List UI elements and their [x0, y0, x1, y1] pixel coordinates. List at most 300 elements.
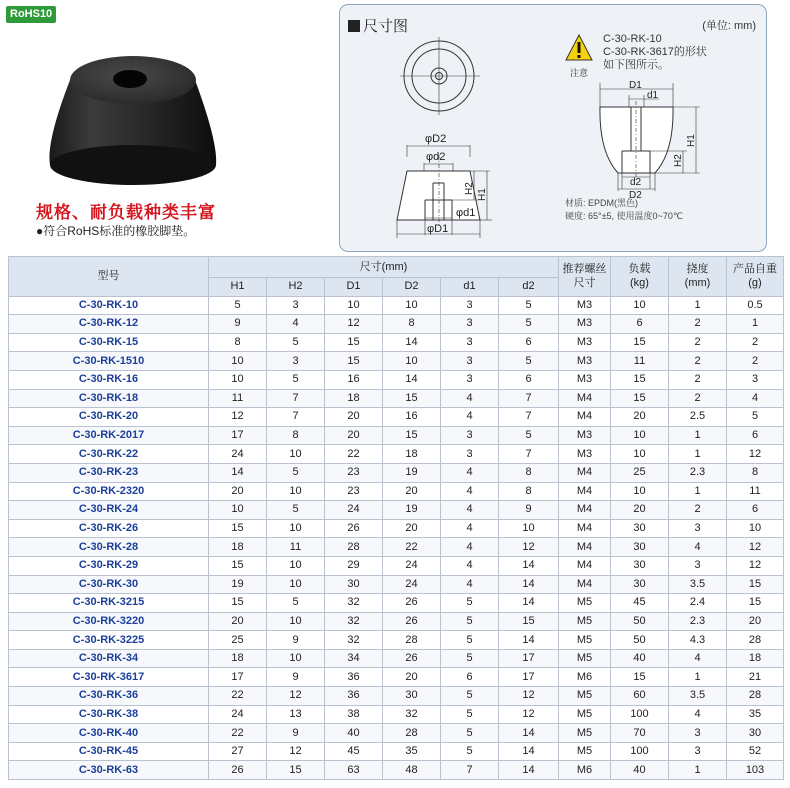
cell-load: 11 — [611, 352, 669, 371]
cell-model[interactable]: C-30-RK-3617 — [9, 668, 209, 687]
header-weight — [727, 257, 784, 297]
cell-D2: 20 — [383, 519, 441, 538]
cell-screw: M3 — [559, 370, 611, 389]
cell-D1: 32 — [325, 594, 383, 613]
table-row — [9, 687, 784, 706]
cell-d2: 14 — [499, 724, 559, 743]
alt-shape-drawing — [575, 77, 765, 201]
cell-d2: 12 — [499, 538, 559, 557]
cell-deflection: 1 — [669, 296, 727, 315]
label-D2: φD2 — [425, 133, 447, 145]
label-d2: φd2 — [426, 151, 446, 163]
cell-model[interactable]: C-30-RK-36 — [9, 687, 209, 706]
cell-H2: 9 — [267, 668, 325, 687]
label-H2: H2 — [464, 182, 475, 195]
cell-weight: 12 — [727, 556, 784, 575]
cell-weight: 30 — [727, 724, 784, 743]
cell-d2: 10 — [499, 519, 559, 538]
cell-D2: 26 — [383, 594, 441, 613]
table-row — [9, 724, 784, 743]
cell-load: 10 — [611, 445, 669, 464]
cell-load: 30 — [611, 575, 669, 594]
cell-load: 15 — [611, 668, 669, 687]
cell-d2: 15 — [499, 612, 559, 631]
cell-D2: 15 — [383, 426, 441, 445]
cell-D1: 28 — [325, 538, 383, 557]
header-deflection-line: (mm) — [684, 277, 711, 290]
cell-screw: M3 — [559, 352, 611, 371]
cell-model[interactable]: C-30-RK-29 — [9, 556, 209, 575]
cell-H2: 10 — [267, 556, 325, 575]
cell-screw: M5 — [559, 649, 611, 668]
cell-D2: 16 — [383, 408, 441, 427]
header-deflection-line: 挠度 — [686, 263, 709, 276]
note-line: C-30-RK-10 — [603, 33, 662, 45]
cell-deflection: 2 — [669, 370, 727, 389]
cell-d2: 5 — [499, 296, 559, 315]
cell-weight: 21 — [727, 668, 784, 687]
cell-screw: M4 — [559, 482, 611, 501]
cell-D2: 19 — [383, 463, 441, 482]
header-screw-line: 尺寸 — [573, 277, 596, 290]
cell-H2: 11 — [267, 538, 325, 557]
cell-H2: 13 — [267, 705, 325, 724]
cell-model[interactable]: C-30-RK-2017 — [9, 426, 209, 445]
cell-deflection: 1 — [669, 445, 727, 464]
cell-d1: 4 — [441, 408, 499, 427]
cell-load: 70 — [611, 724, 669, 743]
cell-d2: 6 — [499, 333, 559, 352]
cell-deflection: 1 — [669, 668, 727, 687]
cell-screw: M3 — [559, 445, 611, 464]
cell-weight: 28 — [727, 631, 784, 650]
cell-screw: M4 — [559, 519, 611, 538]
cell-D1: 32 — [325, 612, 383, 631]
cell-D1: 32 — [325, 631, 383, 650]
table-row — [9, 668, 784, 687]
cell-H1: 26 — [209, 761, 267, 780]
cell-d2: 5 — [499, 315, 559, 334]
cell-H1: 10 — [209, 501, 267, 520]
cell-model[interactable]: C-30-RK-2320 — [9, 482, 209, 501]
rohs-badge: RoHS10 — [6, 6, 56, 23]
cell-d1: 3 — [441, 370, 499, 389]
cell-D1: 15 — [325, 333, 383, 352]
cell-deflection: 3 — [669, 724, 727, 743]
spec-table-body — [9, 296, 784, 779]
cell-model[interactable]: C-30-RK-18 — [9, 389, 209, 408]
cell-model[interactable]: C-30-RK-40 — [9, 724, 209, 743]
cell-H1: 15 — [209, 519, 267, 538]
cell-H2: 5 — [267, 463, 325, 482]
note-text — [603, 33, 707, 72]
cell-deflection: 2 — [669, 333, 727, 352]
cell-d2: 14 — [499, 631, 559, 650]
material-line: 硬度: 65°±5, 使用温度0~70℃ — [565, 211, 683, 221]
cell-model[interactable]: C-30-RK-24 — [9, 501, 209, 520]
cell-screw: M5 — [559, 742, 611, 761]
table-row — [9, 612, 784, 631]
cell-d1: 4 — [441, 463, 499, 482]
cell-deflection: 4 — [669, 538, 727, 557]
alt-label-D2: D2 — [629, 190, 642, 201]
cell-D2: 10 — [383, 352, 441, 371]
cell-screw: M4 — [559, 501, 611, 520]
alt-label-D1: D1 — [629, 80, 642, 91]
cell-D2: 20 — [383, 482, 441, 501]
unit-label: (单位: mm) — [702, 20, 756, 32]
cell-H2: 9 — [267, 631, 325, 650]
table-row — [9, 649, 784, 668]
cell-H1: 8 — [209, 333, 267, 352]
cell-H2: 10 — [267, 612, 325, 631]
cell-d2: 17 — [499, 668, 559, 687]
table-row — [9, 519, 784, 538]
cell-D2: 24 — [383, 556, 441, 575]
cell-D1: 26 — [325, 519, 383, 538]
table-row — [9, 501, 784, 520]
table-row — [9, 594, 784, 613]
cell-d2: 7 — [499, 389, 559, 408]
table-row — [9, 315, 784, 334]
cell-d2: 8 — [499, 463, 559, 482]
header-weight-line: (g) — [748, 277, 762, 290]
cell-weight: 6 — [727, 426, 784, 445]
cell-d1: 5 — [441, 742, 499, 761]
cell-d1: 5 — [441, 705, 499, 724]
cell-d1: 5 — [441, 649, 499, 668]
cell-H2: 10 — [267, 482, 325, 501]
cell-D2: 14 — [383, 333, 441, 352]
cell-d2: 8 — [499, 482, 559, 501]
header-deflection — [669, 257, 727, 297]
header-screw — [559, 257, 611, 297]
cell-weight: 12 — [727, 538, 784, 557]
cell-screw: M5 — [559, 724, 611, 743]
cell-D1: 45 — [325, 742, 383, 761]
cell-H1: 10 — [209, 352, 267, 371]
cell-d2: 12 — [499, 687, 559, 706]
cell-deflection: 1 — [669, 761, 727, 780]
table-row — [9, 370, 784, 389]
cell-D2: 24 — [383, 575, 441, 594]
cell-load: 50 — [611, 612, 669, 631]
cell-D2: 14 — [383, 370, 441, 389]
cell-d1: 4 — [441, 482, 499, 501]
spec-table — [8, 256, 784, 780]
cell-weight: 20 — [727, 612, 784, 631]
cell-H2: 8 — [267, 426, 325, 445]
cell-H2: 3 — [267, 352, 325, 371]
cell-D2: 48 — [383, 761, 441, 780]
cell-H1: 27 — [209, 742, 267, 761]
cell-model[interactable]: C-30-RK-20 — [9, 408, 209, 427]
cell-D1: 30 — [325, 575, 383, 594]
cell-model[interactable]: C-30-RK-12 — [9, 315, 209, 334]
rubber-foot-photo — [30, 22, 235, 197]
cell-screw: M3 — [559, 296, 611, 315]
note-line: 如下图所示。 — [603, 59, 669, 71]
cell-deflection: 2 — [669, 315, 727, 334]
cell-weight: 2 — [727, 352, 784, 371]
header-load-line: 负载 — [628, 263, 651, 276]
cell-H2: 7 — [267, 389, 325, 408]
cell-H1: 22 — [209, 724, 267, 743]
cell-D2: 20 — [383, 668, 441, 687]
cell-D1: 16 — [325, 370, 383, 389]
cell-load: 10 — [611, 296, 669, 315]
cell-load: 10 — [611, 482, 669, 501]
cell-H2: 15 — [267, 761, 325, 780]
cell-weight: 2 — [727, 333, 784, 352]
header-weight-line: 产品自重 — [733, 263, 777, 276]
table-row — [9, 482, 784, 501]
cell-D1: 20 — [325, 426, 383, 445]
cell-deflection: 3.5 — [669, 687, 727, 706]
cell-screw: M3 — [559, 333, 611, 352]
cell-H2: 4 — [267, 315, 325, 334]
cell-d1: 3 — [441, 296, 499, 315]
cell-deflection: 3 — [669, 556, 727, 575]
dimension-title-text: 尺寸图 — [363, 18, 409, 35]
cell-H1: 18 — [209, 649, 267, 668]
cell-weight: 0.5 — [727, 296, 784, 315]
cell-weight: 5 — [727, 408, 784, 427]
cell-H1: 18 — [209, 538, 267, 557]
cell-model[interactable]: C-30-RK-3225 — [9, 631, 209, 650]
cell-d1: 7 — [441, 761, 499, 780]
cell-D2: 35 — [383, 742, 441, 761]
cell-weight: 6 — [727, 501, 784, 520]
cell-d2: 7 — [499, 445, 559, 464]
cell-d2: 14 — [499, 556, 559, 575]
cell-D1: 38 — [325, 705, 383, 724]
cell-d1: 4 — [441, 519, 499, 538]
cell-H2: 5 — [267, 370, 325, 389]
cell-d1: 4 — [441, 575, 499, 594]
cell-model[interactable]: C-30-RK-45 — [9, 742, 209, 761]
table-row — [9, 296, 784, 315]
table-row — [9, 352, 784, 371]
header-size: 尺寸(mm) — [209, 257, 559, 278]
cell-D1: 22 — [325, 445, 383, 464]
table-row — [9, 389, 784, 408]
cell-deflection: 4 — [669, 705, 727, 724]
cell-D1: 23 — [325, 463, 383, 482]
cell-H1: 10 — [209, 370, 267, 389]
cell-H2: 9 — [267, 724, 325, 743]
header-model: 型号 — [9, 257, 209, 297]
cell-weight: 52 — [727, 742, 784, 761]
cell-H2: 10 — [267, 445, 325, 464]
cell-model[interactable]: C-30-RK-3215 — [9, 594, 209, 613]
cell-H2: 12 — [267, 742, 325, 761]
cell-D2: 8 — [383, 315, 441, 334]
cell-model[interactable]: C-30-RK-3220 — [9, 612, 209, 631]
cell-model[interactable]: C-30-RK-22 — [9, 445, 209, 464]
cell-screw: M4 — [559, 463, 611, 482]
cell-H1: 20 — [209, 612, 267, 631]
header-load-line: (kg) — [630, 277, 649, 290]
table-row — [9, 631, 784, 650]
cell-model[interactable]: C-30-RK-1510 — [9, 352, 209, 371]
table-row — [9, 333, 784, 352]
cell-model[interactable]: C-30-RK-26 — [9, 519, 209, 538]
cell-D2: 15 — [383, 389, 441, 408]
cell-d1: 5 — [441, 687, 499, 706]
cell-d2: 14 — [499, 575, 559, 594]
cell-d1: 5 — [441, 631, 499, 650]
cell-d1: 3 — [441, 315, 499, 334]
cell-D2: 28 — [383, 724, 441, 743]
alt-label-H2: H2 — [673, 154, 684, 167]
cell-H1: 24 — [209, 705, 267, 724]
cell-H2: 10 — [267, 649, 325, 668]
cell-d1: 3 — [441, 352, 499, 371]
cell-D1: 15 — [325, 352, 383, 371]
cell-deflection: 2.4 — [669, 594, 727, 613]
cell-D1: 36 — [325, 687, 383, 706]
product-panel — [0, 0, 265, 245]
cell-model[interactable]: C-30-RK-10 — [9, 296, 209, 315]
cell-weight: 28 — [727, 687, 784, 706]
label-H1: H1 — [477, 188, 488, 201]
cell-d1: 5 — [441, 612, 499, 631]
warning-icon — [565, 33, 593, 63]
cell-weight: 18 — [727, 649, 784, 668]
cell-model[interactable]: C-30-RK-15 — [9, 333, 209, 352]
cell-D1: 63 — [325, 761, 383, 780]
cell-D1: 29 — [325, 556, 383, 575]
header-load — [611, 257, 669, 297]
cell-deflection: 2 — [669, 389, 727, 408]
dimension-drawing — [340, 5, 570, 251]
cell-H1: 19 — [209, 575, 267, 594]
cell-d2: 5 — [499, 426, 559, 445]
cell-model[interactable]: C-30-RK-28 — [9, 538, 209, 557]
cell-weight: 15 — [727, 594, 784, 613]
subheader-H1: H1 — [209, 278, 267, 297]
cell-screw: M5 — [559, 612, 611, 631]
cell-D2: 30 — [383, 687, 441, 706]
top-view — [400, 37, 480, 115]
cell-deflection: 3 — [669, 742, 727, 761]
subheader-d2: d2 — [499, 278, 559, 297]
cell-H2: 5 — [267, 501, 325, 520]
cell-D2: 18 — [383, 445, 441, 464]
cell-D2: 26 — [383, 649, 441, 668]
note-label: 注意 — [569, 68, 588, 78]
cell-screw: M5 — [559, 631, 611, 650]
cell-d1: 4 — [441, 389, 499, 408]
cell-deflection: 2.3 — [669, 612, 727, 631]
cell-weight: 8 — [727, 463, 784, 482]
cell-D2: 22 — [383, 538, 441, 557]
cell-load: 15 — [611, 333, 669, 352]
cell-H2: 12 — [267, 687, 325, 706]
label-d1: φd1 — [456, 207, 476, 219]
cell-model[interactable]: C-30-RK-16 — [9, 370, 209, 389]
cell-H2: 10 — [267, 575, 325, 594]
cell-load: 100 — [611, 705, 669, 724]
material-text — [565, 197, 683, 223]
cell-load: 45 — [611, 594, 669, 613]
cell-H1: 9 — [209, 315, 267, 334]
cell-weight: 15 — [727, 575, 784, 594]
cell-weight: 1 — [727, 315, 784, 334]
cell-deflection: 1 — [669, 426, 727, 445]
subheader-D1: D1 — [325, 278, 383, 297]
table-row — [9, 742, 784, 761]
cell-d2: 7 — [499, 408, 559, 427]
subheader-H2: H2 — [267, 278, 325, 297]
alt-label-d2: d2 — [630, 177, 642, 188]
cell-model[interactable]: C-30-RK-23 — [9, 463, 209, 482]
cell-deflection: 2.5 — [669, 408, 727, 427]
cell-d1: 3 — [441, 426, 499, 445]
cell-H2: 7 — [267, 408, 325, 427]
cell-load: 20 — [611, 408, 669, 427]
cell-d1: 3 — [441, 445, 499, 464]
table-row — [9, 445, 784, 464]
subheader-d1: d1 — [441, 278, 499, 297]
cell-deflection: 3 — [669, 519, 727, 538]
cell-d2: 9 — [499, 501, 559, 520]
table-row — [9, 538, 784, 557]
cell-load: 40 — [611, 761, 669, 780]
cell-D1: 23 — [325, 482, 383, 501]
cell-load: 40 — [611, 649, 669, 668]
cell-load: 15 — [611, 389, 669, 408]
cell-D1: 34 — [325, 649, 383, 668]
cell-screw: M5 — [559, 687, 611, 706]
cell-model[interactable]: C-30-RK-30 — [9, 575, 209, 594]
cell-d2: 6 — [499, 370, 559, 389]
cell-load: 100 — [611, 742, 669, 761]
cell-H2: 3 — [267, 296, 325, 315]
cell-D1: 24 — [325, 501, 383, 520]
cell-model[interactable]: C-30-RK-34 — [9, 649, 209, 668]
cell-H2: 5 — [267, 594, 325, 613]
cell-screw: M6 — [559, 668, 611, 687]
cell-load: 30 — [611, 556, 669, 575]
cell-weight: 10 — [727, 519, 784, 538]
cell-D1: 10 — [325, 296, 383, 315]
cell-weight: 103 — [727, 761, 784, 780]
cell-load: 60 — [611, 687, 669, 706]
table-row — [9, 575, 784, 594]
note-line: C-30-RK-3617的形状 — [603, 46, 707, 58]
cell-d1: 5 — [441, 724, 499, 743]
cell-d2: 14 — [499, 761, 559, 780]
label-D1: φD1 — [427, 223, 449, 235]
cell-model[interactable]: C-30-RK-38 — [9, 705, 209, 724]
cell-H1: 15 — [209, 556, 267, 575]
cell-H2: 5 — [267, 333, 325, 352]
cell-weight: 12 — [727, 445, 784, 464]
cell-deflection: 2 — [669, 501, 727, 520]
cell-screw: M4 — [559, 538, 611, 557]
cell-deflection: 1 — [669, 482, 727, 501]
cell-D2: 32 — [383, 705, 441, 724]
cell-screw: M3 — [559, 426, 611, 445]
cell-model[interactable]: C-30-RK-63 — [9, 761, 209, 780]
cell-weight: 3 — [727, 370, 784, 389]
cell-load: 25 — [611, 463, 669, 482]
cell-deflection: 2 — [669, 352, 727, 371]
cell-H1: 5 — [209, 296, 267, 315]
cell-load: 15 — [611, 370, 669, 389]
